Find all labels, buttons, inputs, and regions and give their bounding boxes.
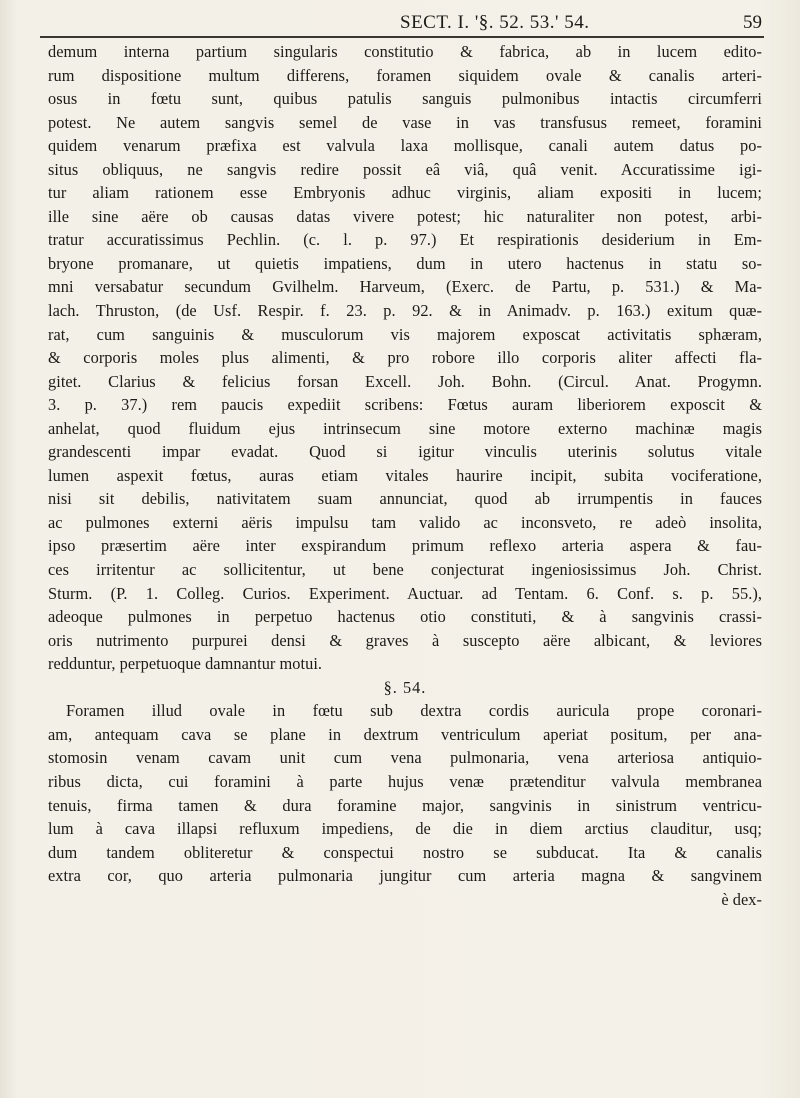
text-line: stomosin venam cavam unit cum vena pulmonaria, vena arteriosa antiquio- bbox=[48, 748, 762, 768]
text-line: adeoque pulmones in perpetuo hactenus otio constituti, & à sangvinis crassi- bbox=[48, 607, 762, 627]
text-line: & corporis moles plus alimenti, & pro robore illo corporis aliter affecti fla- bbox=[48, 348, 762, 368]
header-rule bbox=[40, 36, 764, 38]
text-line: osus in fœtu sunt, quibus patulis sanguis pulmonibus intactis circumferri bbox=[48, 89, 762, 109]
text-line: gitet. Clarius & felicius forsan Excell. Joh. Bohn. (Circul. Anat. Progymn. bbox=[48, 371, 762, 391]
text-line: lumen aspexit fœtus, auras etiam vitales haurire incipit, subita vociferatione, bbox=[48, 465, 762, 485]
text-line: tur aliam rationem esse Embryonis adhuc virginis, aliam expositi in lucem; bbox=[48, 183, 762, 203]
text-line: rat, cum sanguinis & musculorum vis majorem exposcat activitatis sphæram, bbox=[48, 324, 762, 344]
text-line: quidem venarum præfixa est valvula laxa mollisque, canali autem datus po- bbox=[48, 136, 762, 156]
text-line: extra cor, quo arteria pulmonaria jungitur cum arteria magna & sangvinem bbox=[48, 866, 762, 886]
text-line: tenuis, firma tamen & dura foramine major, sangvinis in sinistrum ventricu- bbox=[48, 795, 762, 815]
body-text bbox=[48, 40, 762, 911]
text-line: Foramen illud ovale in fœtu sub dextra cordis auricula prope coronari- bbox=[66, 701, 762, 721]
text-line: bryone promanare, ut quietis impatiens, dum in utero hactenus in statu so- bbox=[48, 253, 762, 273]
text-line: lum à cava illapsi refluxum impediens, de die in diem arctius clauditur, usq; bbox=[48, 819, 762, 839]
page-header bbox=[44, 12, 762, 38]
text-line: ces irritentur ac sollicitentur, ut bene conjecturat ingeniosissimus Joh. Christ. bbox=[48, 560, 762, 580]
text-line: lach. Thruston, (de Usf. Respir. f. 23. p. 92. & in Animadv. p. 163.) exitum quæ- bbox=[48, 301, 762, 321]
text-line: ille sine aëre ob causas datas vivere potest; hic naturaliter non potest, arbi- bbox=[48, 206, 762, 226]
text-line: redduntur, perpetuoque damnantur motui. bbox=[48, 654, 323, 674]
text-line: situs obliquus, ne sangvis redire possit eâ viâ, quâ venit. Accuratissime igi- bbox=[48, 159, 762, 179]
text-line: ribus dicta, cui foramini à parte hujus venæ prætenditur valvula membranea bbox=[48, 771, 762, 791]
running-head: SECT. I. '§. 52. 53.' 54. bbox=[400, 12, 590, 33]
text-line: ac pulmones externi aëris impulsu tam valido ac inconsveto, re adeò insolita, bbox=[48, 512, 762, 532]
text-line: dum tandem obliteretur & conspectui nostro se subducat. Ita & canalis bbox=[48, 842, 762, 862]
text-line: am, antequam cava se plane in dextrum ventriculum aperiat positum, per ana- bbox=[48, 724, 762, 744]
text-line: anhelat, quod fluidum ejus intrinsecum sine motore externo machinæ magis bbox=[48, 418, 762, 438]
text-line: Sturm. (P. 1. Colleg. Curios. Experiment. Auctuar. ad Tentam. 6. Conf. s. p. 55.), bbox=[48, 583, 762, 603]
text-line: grandescenti impar evadat. Quod si igitur vinculis uterinis solutus vitale bbox=[48, 442, 762, 462]
text-line: demum interna partium singularis constitutio & fabrica, ab in lucem edito- bbox=[48, 42, 762, 61]
text-line: rum dispositione multum differens, foramen siquidem ovale & canalis arteri- bbox=[48, 65, 762, 85]
text-line: tratur accuratissimus Pechlin. (c. l. p. 97.) Et respirationis desiderium in Em- bbox=[48, 230, 762, 250]
text-line: 3. p. 37.) rem paucis expediit scribens: Fœtus auram liberiorem exposcit & bbox=[48, 395, 762, 415]
catchword: è dex- bbox=[721, 889, 762, 909]
text-line: mni versabatur secundum Gvilhelm. Harveum, (Exerc. de Partu, p. 531.) & Ma- bbox=[48, 277, 762, 297]
page-number: 59 bbox=[743, 12, 762, 33]
text-line: nisi sit debilis, nativitatem suam annunciat, quod ab irrumpentis in fauces bbox=[48, 489, 762, 509]
text-line: ipso præsertim aëre inter exspirandum primum reflexo arteria aspera & fau- bbox=[48, 536, 762, 556]
section-heading: §. 54. bbox=[383, 677, 427, 697]
text-line: potest. Ne autem sangvis semel de vase in vas transfusus remeet, foramini bbox=[48, 112, 762, 132]
text-line: oris nutrimento purpurei densi & graves à suscepto aëre albicant, & leviores bbox=[48, 630, 762, 650]
